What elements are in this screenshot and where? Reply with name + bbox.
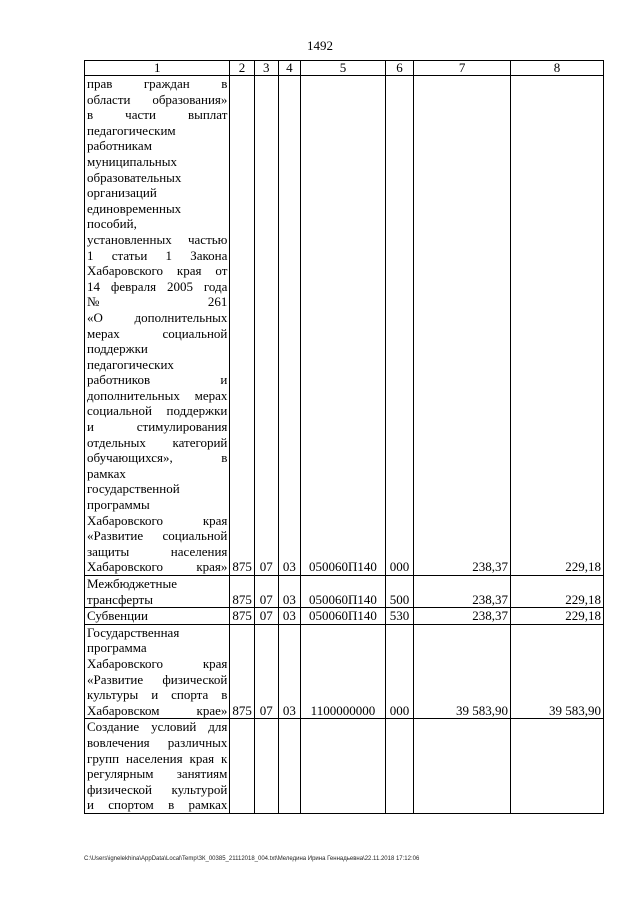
expense-type-cell: 530 [385,608,413,625]
description-line: социальной поддержки [87,403,228,419]
description-line: единовременных [87,200,182,216]
description-line: «О дополнительных [87,309,228,325]
table-row [85,76,604,576]
table-row [85,608,604,625]
description-line: педагогических [87,356,174,372]
section-code-cell: 07 [254,76,278,576]
description-line: № 261 [87,294,228,310]
table-row [85,624,604,719]
expense-type-cell: 000 [385,76,413,576]
expense-type-cell [385,719,413,814]
description-line: обучающихся», в [87,450,228,466]
amount-cell [511,719,604,814]
amount-cell: 229,18 [511,608,604,625]
amount-cell: 238,37 [414,576,511,608]
description-line: рамках [87,465,126,481]
column-header: 1 [85,61,230,76]
row-description [85,624,230,719]
description-line: Хабаровского края [87,512,228,528]
target-article-cell [301,719,386,814]
description-line: работникам [87,138,152,154]
row-description [85,76,230,576]
section-code-cell: 07 [254,624,278,719]
amount-cell: 238,37 [414,76,511,576]
description-line: образовательных [87,169,182,185]
expense-type-cell: 000 [385,624,413,719]
row-description [85,576,230,608]
column-header: 4 [278,61,300,76]
subsection-code-cell: 03 [278,624,300,719]
description-line: Государственная [87,624,180,640]
header-row [85,61,604,76]
table-row [85,576,604,608]
ministry-code-cell: 875 [230,608,254,625]
description-line: «Развитие социальной [87,528,228,544]
description-line: Межбюджетные [87,576,177,591]
table-row [85,719,604,814]
column-header: 2 [230,61,254,76]
row-description [85,608,230,625]
table-body [85,76,604,814]
description-line: муниципальных [87,153,178,169]
description-line: программа [87,640,147,656]
description-line: и стимулирования [87,419,228,435]
description-line: пособий, [87,216,137,232]
description-line: в части выплат [87,107,228,123]
subsection-code-cell: 03 [278,76,300,576]
description-line: организаций [87,185,157,201]
description-line: Хабаровского края [87,655,228,671]
description-line: защиты населения [87,543,228,559]
target-article-cell: 050060П140 [301,76,386,576]
description-line: групп населения края к [87,750,228,766]
description-line: дополнительных мерах [87,387,228,403]
target-article-cell: 1100000000 [301,624,386,719]
description-line: 14 февраля 2005 года [87,278,228,294]
amount-cell: 238,37 [414,608,511,625]
amount-cell: 229,18 [511,576,604,608]
amount-cell: 39 583,90 [414,624,511,719]
description-line: государственной [87,481,180,497]
description-line: культуры и спорта в [87,687,228,703]
description-line: трансферты [87,591,153,607]
description-line: прав граждан в [87,76,228,91]
document-footer-path: C:\Users\ignelekhina\AppData\Local\Temp\ЗК_00385_21112018_004.txt\Меледина Ирина Геннадьевна\22.11.2018 17:12:06 [84,856,420,862]
target-article-cell: 050060П140 [301,608,386,625]
section-code-cell [254,719,278,814]
description-line: Создание условий для [87,719,228,735]
ministry-code-cell [230,719,254,814]
description-line: программы [87,497,150,513]
amount-cell: 39 583,90 [511,624,604,719]
column-header: 8 [511,61,604,76]
subsection-code-cell: 03 [278,576,300,608]
ministry-code-cell: 875 [230,576,254,608]
description-line: поддержки [87,341,148,357]
column-header: 7 [414,61,511,76]
expense-type-cell: 500 [385,576,413,608]
description-line: 1 статьи 1 Закона [87,247,228,263]
description-line: регулярным занятиям [87,766,228,782]
section-code-cell: 07 [254,608,278,625]
description-line: физической культурой [87,781,228,797]
description-line: «Развитие физической [87,671,228,687]
column-header: 5 [301,61,386,76]
description-line: работников и [87,372,228,388]
amount-cell: 229,18 [511,76,604,576]
section-code-cell: 07 [254,576,278,608]
budget-table [84,60,604,814]
description-line: отдельных категорий [87,434,228,450]
description-line: установленных частью [87,231,228,247]
description-line: Хабаровского края» [87,559,228,575]
subsection-code-cell: 03 [278,608,300,625]
description-line: вовлечения различных [87,734,228,750]
row-description [85,719,230,814]
column-header: 3 [254,61,278,76]
amount-cell [414,719,511,814]
description-line: и спортом в рамках [87,797,228,813]
description-line: мерах социальной [87,325,228,341]
ministry-code-cell: 875 [230,76,254,576]
description-line: области образования» [87,91,228,107]
page-number: 1492 [307,38,333,53]
description-line: Хабаровского края от [87,263,228,279]
description-line: Субвенции [87,608,148,624]
subsection-code-cell [278,719,300,814]
ministry-code-cell: 875 [230,624,254,719]
target-article-cell: 050060П140 [301,576,386,608]
description-line: Хабаровском крае» [87,702,228,718]
description-line: педагогическим [87,122,176,138]
column-header: 6 [385,61,413,76]
